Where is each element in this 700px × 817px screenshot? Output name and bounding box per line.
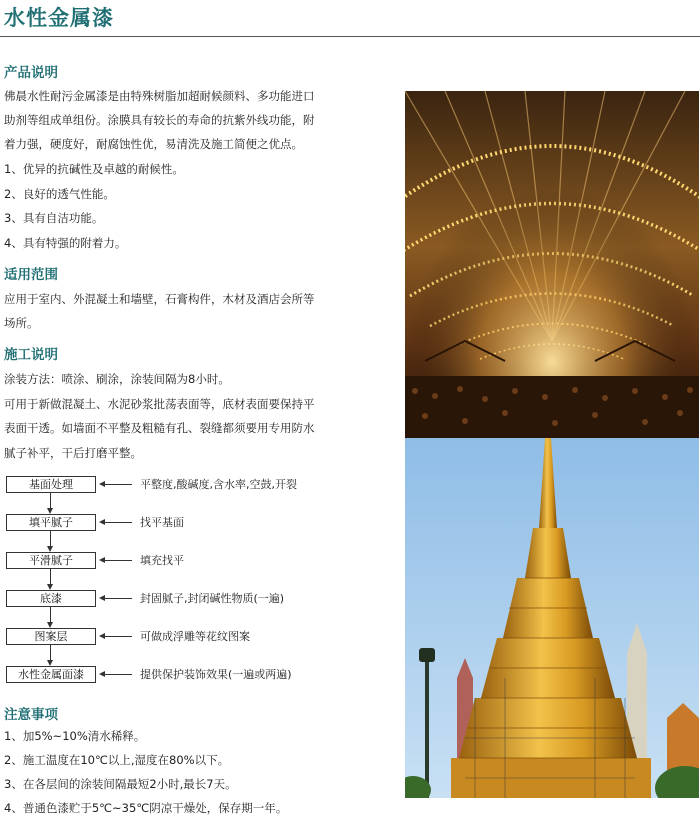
flow-connector [50, 607, 51, 622]
flow-step-note: 找平基面 [140, 516, 184, 529]
section-heading-notes: 注意事项 [4, 707, 58, 723]
flow-step-note: 封固腻子,封闭碱性物质(一遍) [140, 592, 285, 605]
golden-pagoda-photo [405, 438, 699, 798]
hall-interior-photo [405, 91, 699, 438]
product-text-line: 佛晨水性耐污金属漆是由特殊树脂加超耐候颜料、多功能进口 [4, 89, 315, 103]
title-divider [0, 36, 700, 37]
flow-step-box: 水性金属面漆 [6, 666, 96, 683]
construction-text-line: 涂装方法：喷涂、刷涂，涂装间隔为8小时。 [4, 372, 230, 386]
flow-arrow-line [104, 484, 132, 485]
product-feature-item: 4、具有特强的附着力。 [4, 236, 127, 250]
flow-step-box: 填平腻子 [6, 514, 96, 531]
arrow-left-icon [99, 481, 105, 487]
product-feature-item: 1、优异的抗碱性及卓越的耐候性。 [4, 162, 184, 176]
construction-text-line: 可用于新做混凝土、水泥砂浆批荡表面等，底材表面要保持平 [4, 397, 315, 411]
flow-connector [50, 531, 51, 546]
flow-step-note: 填充找平 [140, 554, 184, 567]
flow-arrow-line [104, 560, 132, 561]
flow-step-box: 平滑腻子 [6, 552, 96, 569]
flow-connector [50, 569, 51, 584]
notes-item: 2、施工温度在10℃以上,湿度在80%以下。 [4, 753, 230, 767]
construction-text-line: 表面干透。如墙面不平整及粗糙有孔、裂缝都须要用专用防水 [4, 421, 315, 435]
flow-step-box: 底漆 [6, 590, 96, 607]
notes-item: 4、普通色漆贮于5℃~35℃阴凉干燥处，保存期一年。 [4, 801, 288, 815]
page-title: 水性金属漆 [4, 6, 114, 30]
product-feature-item: 3、具有自洁功能。 [4, 211, 104, 225]
flow-step-box: 基面处理 [6, 476, 96, 493]
product-feature-item: 2、良好的透气性能。 [4, 187, 115, 201]
product-text-line: 着力强，硬度好，耐腐蚀性优，易清洗及施工简便之优点。 [4, 137, 303, 151]
flow-connector [50, 493, 51, 508]
flow-arrow-line [104, 598, 132, 599]
section-heading-construction: 施工说明 [4, 347, 58, 363]
arrow-left-icon [99, 633, 105, 639]
notes-item: 1、加5%~10%清水稀释。 [4, 729, 146, 743]
arrow-left-icon [99, 519, 105, 525]
arrow-left-icon [99, 557, 105, 563]
construction-text-line: 腻子补平，干后打磨平整。 [4, 446, 142, 460]
section-heading-scope: 适用范围 [4, 267, 58, 283]
notes-item: 3、在各层间的涂装间隔最短2小时,最长7天。 [4, 777, 237, 791]
scope-text-line: 应用于室内、外混凝土和墙壁，石膏构件，木材及酒店会所等 [4, 292, 315, 306]
flow-step-note: 平整度,酸碱度,含水率,空鼓,开裂 [140, 478, 297, 491]
product-text-line: 助剂等组成单组份。涂膜具有较长的寿命的抗紫外线功能，附 [4, 113, 315, 127]
scope-text-line: 场所。 [4, 316, 39, 330]
section-heading-product: 产品说明 [4, 65, 58, 81]
flow-arrow-line [104, 674, 132, 675]
arrow-left-icon [99, 671, 105, 677]
flow-arrow-line [104, 636, 132, 637]
arrow-left-icon [99, 595, 105, 601]
flow-arrow-line [104, 522, 132, 523]
flow-step-box: 图案层 [6, 628, 96, 645]
flow-step-note: 可做成浮雕等花纹图案 [140, 630, 250, 643]
flow-connector [50, 645, 51, 660]
flow-step-note: 提供保护装饰效果(一遍或两遍) [140, 668, 292, 681]
